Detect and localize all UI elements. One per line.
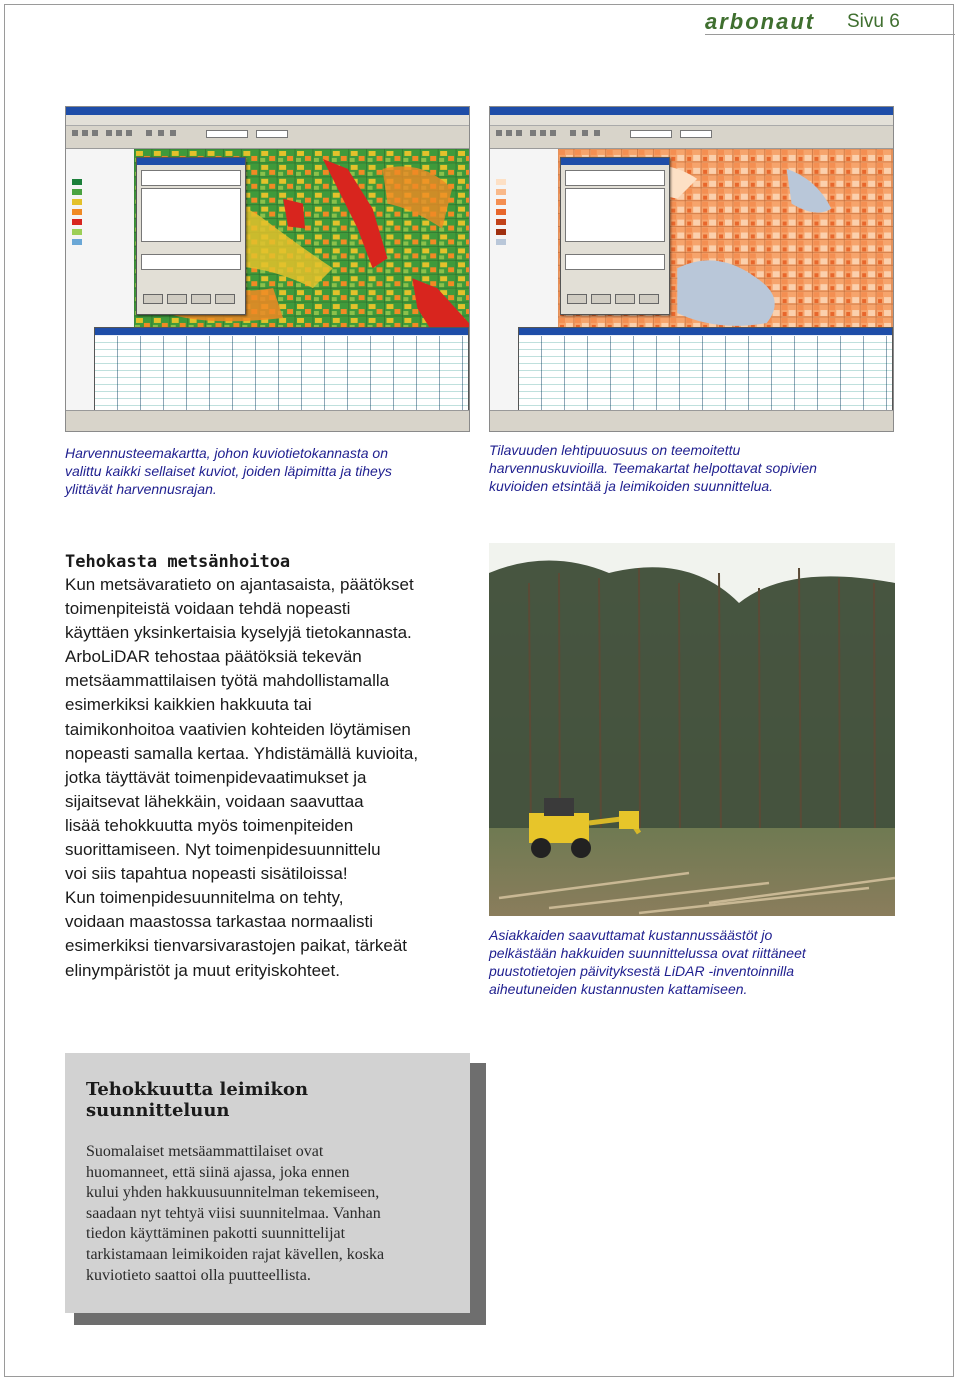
article-body: Kun metsävaratieto on ajantasaista, päätökset toimenpiteistä voidaan tehdä nopeasti käyttäen yksinkertaisia kyselyjä tietokannasta. ArboLiDAR tehostaa päätöksiä tekevän metsäammattilaisen työtä mahdollistamalla esimerkiksi kaikkien hakkuuta tai taimikonhoitoa vaativien kohteiden löytämisen nopeasti samalla kertaa. Yhdistämällä kuvioita, jotka täyttävät toimenpidevaatimukset ja sijaitsevat lähekkäin, voidaan saavuttaa lisää tehokkuutta myös toimenpiteiden suorittamiseen. Nyt toimenpidesuunnittelu voi siis tapahtua nopeasti sisätiloissa! Kun toimenpidesuunnitelma on tehty, voidaan maastossa tarkastaa normaalisti esimerkiksi tienvarsivarastojen paikat, tärkeät elinympäristöt ja muut erityiskohteet. <box>65 575 419 980</box>
attribute-table <box>94 327 469 411</box>
attribute-table <box>518 327 893 411</box>
thinning-map-screenshot <box>65 106 470 432</box>
page-header <box>705 4 955 35</box>
article-heading: Tehokasta metsänhoitoa <box>65 552 291 572</box>
deciduous-share-screenshot <box>489 106 894 432</box>
forest-harvest-photo <box>489 543 895 916</box>
photo-caption: Asiakkaiden saavuttamat kustannussäästöt jo pelkästään hakkuiden suunnittelussa ovat riittäneet puustotietojen päivityksestä LiDAR -inventoinnilla aiheutuneiden kustannusten kattamiseen. <box>489 927 806 997</box>
sidebar-title: Tehokkuutta leimikon suunnitteluun <box>86 1079 309 1121</box>
brand-logo: arbonaut <box>705 9 816 34</box>
right-figure-caption: Tilavuuden lehtipuuosuus on teemoitettu harvennuskuvioilla. Teemakartat helpottavat sopivien kuvioiden etsintää ja leimikoiden suunnittelua. <box>489 442 817 494</box>
sidebar-body: Suomalaiset metsäammattilaiset ovat huomanneet, että siinä ajassa, joka ennen kului yhden hakkuusuunnitelman tekemiseen, saadaan nyt tehtyä viisi suunnitelmaa. Vanhan tiedon käyttäminen pakotti suunnittelijat tarkistamaan leimikoiden rajat kävellen, koska kuviotieto saattoi olla puutteellista. <box>86 1143 385 1284</box>
left-figure-caption: Harvennusteemakartta, johon kuviotietokannasta on valittu kaikki sellaiset kuviot, joiden läpimitta ja tiheys ylittävät harvennusrajan. <box>65 445 392 497</box>
page-number: Sivu 6 <box>847 11 900 32</box>
